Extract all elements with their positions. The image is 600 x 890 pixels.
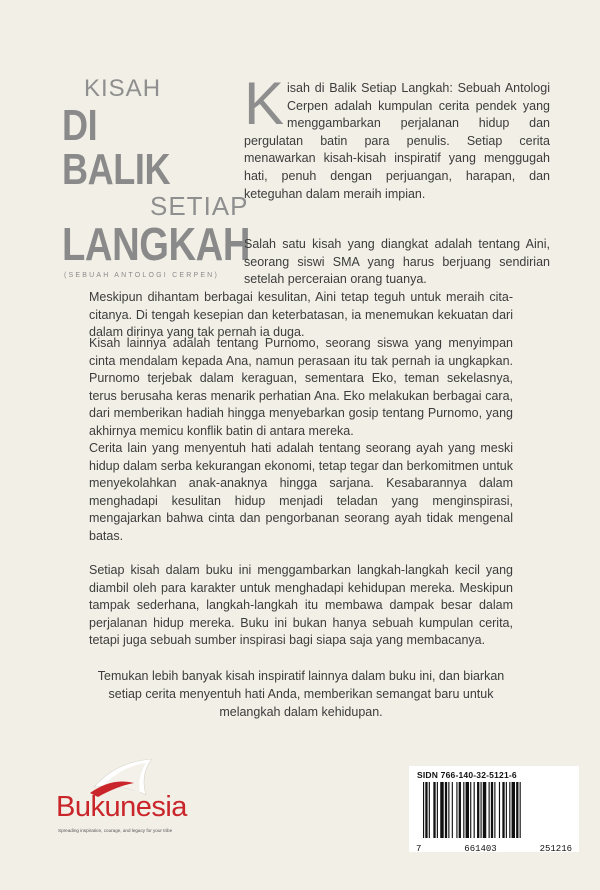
isbn-label: SIDN 766-140-32-5121-6 [417, 770, 517, 780]
barcode-bar [516, 782, 518, 838]
barcode-bar [470, 782, 471, 838]
barcode-bar [477, 782, 479, 838]
barcode-bar [474, 782, 475, 838]
barcode-bar [452, 782, 453, 838]
barcode-bar [456, 782, 457, 838]
barcode-bar [481, 782, 482, 838]
title-langkah: LANGKAH [62, 218, 250, 270]
paragraph-ayah: Cerita lain yang menyentuh hati adalah tentang seorang ayah yang meski hidup dalam serba kekurangan ekonomi, tetap tegar dan berkomitmen untuk menyekolahkan anak-anaknya hingga sarjana. Kesabarannya dalam menghadapi kesulitan hidup menjadi teladan yang menginspirasi, mengajarkan bahwa cinta dan pengorbanan seorang ayah tidak mengenal batas. [89, 441, 513, 543]
barcode-bar [459, 782, 461, 838]
barcode-digits-left: 661403 [464, 844, 497, 854]
closing-paragraph: Temukan lebih banyak kisah inspiratif lainnya dalam buku ini, dan biarkan setiap cerita menyentuh hati Anda, memberikan semangat baru untuk melangkah dalam kehidupan. [97, 669, 505, 719]
barcode-bar [425, 782, 427, 838]
barcode-bar [502, 782, 504, 838]
barcode-bar [512, 782, 515, 838]
title-kisah: KISAH [84, 75, 162, 102]
book-title-block [62, 75, 250, 279]
intro-text: isah di Balik Setiap Langkah: Sebuah Antologi Cerpen adalah kumpulan cerita pendek yang menggambarkan perjalanan hidup dan pergulatan batin para penulis. Setiap cerita menawarkan kisah-kisah inspiratif yang menggugah hati, penuh dengan perjuangan, harapan, dan keteguhan dalam meraih impian. [244, 81, 550, 201]
barcode-bar [463, 782, 464, 838]
barcode-bars [415, 782, 571, 838]
barcode-bar [483, 782, 486, 838]
barcode-digits [415, 844, 573, 854]
publisher-name: Bukunesia [56, 791, 187, 823]
barcode-bar [520, 782, 521, 838]
barcode-bar [433, 782, 435, 838]
title-subtitle: (SEBUAH ANTOLOGI CERPEN) [64, 272, 219, 279]
barcode-bar [499, 782, 500, 838]
barcode-bar [437, 782, 438, 838]
barcode-bar [491, 782, 493, 838]
intro-paragraph [244, 70, 550, 203]
barcode-digit-first: 7 [416, 844, 422, 854]
drop-cap: K [244, 70, 285, 137]
paragraph-purnomo: Kisah lainnya adalah tentang Purnomo, seorang siswa yang menyimpan cinta mendalam kepada Ana, namun perasaan itu tak pernah ia ungkapkan. Purnomo terjebak dalam keraguan, sementara Eko, teman sekelasnya, terus berusaha keras menarik perhatian Ana. Eko melakukan berbagai cara, dari memberikan hadiah hingga menyebarkan gosip tentang Purnomo, yang akhirnya memicu konflik batin di antara mereka. [89, 336, 513, 438]
barcode-bar [466, 782, 469, 838]
barcode-bar [448, 782, 449, 838]
paragraph-setiap-kisah: Setiap kisah dalam buku ini menggambarkan langkah-langkah kecil yang diambil oleh para karakter untuk menghadapi kehidupan mereka. Meskipun tampak sederhana, langkah-langkah itu membawa dampak besar dalam perjalanan hidup mereka. Buku ini bukan hanya sebuah kumpulan cerita, tetapi juga sebuah sumber inspirasi bagi siapa saja yang membacanya. [89, 563, 513, 648]
paragraph-aini-a: Salah satu kisah yang diangkat adalah tentang Aini, seorang siswi SMA yang harus berjuang sendirian setelah perceraian orang tuanya. [244, 237, 550, 287]
barcode-digits-right: 251216 [539, 844, 572, 854]
paragraph-aini-b: Meskipun dihantam berbagai kesulitan, Aini tetap teguh untuk meraih cita-citanya. Di tengah kesepian dan keterbatasan, ia menemukan kekuatan dari dalam dirinya yang tak pernah ia duga. [89, 290, 513, 340]
barcode-bar [489, 782, 490, 838]
publisher-logo [48, 757, 208, 837]
barcode-bar [445, 782, 447, 838]
barcode-bar [429, 782, 430, 838]
barcode-bar [494, 782, 495, 838]
publisher-tagline: Spreading inspiration, courage, and legacy for your tribe [58, 828, 173, 833]
barcode-bar [506, 782, 507, 838]
title-di-balik: DI BALIK [62, 101, 171, 194]
title-setiap: SETIAP [150, 191, 249, 221]
barcode-bar [423, 782, 424, 838]
barcode [409, 766, 579, 852]
barcode-bar [440, 782, 443, 838]
barcode-bar [509, 782, 510, 838]
